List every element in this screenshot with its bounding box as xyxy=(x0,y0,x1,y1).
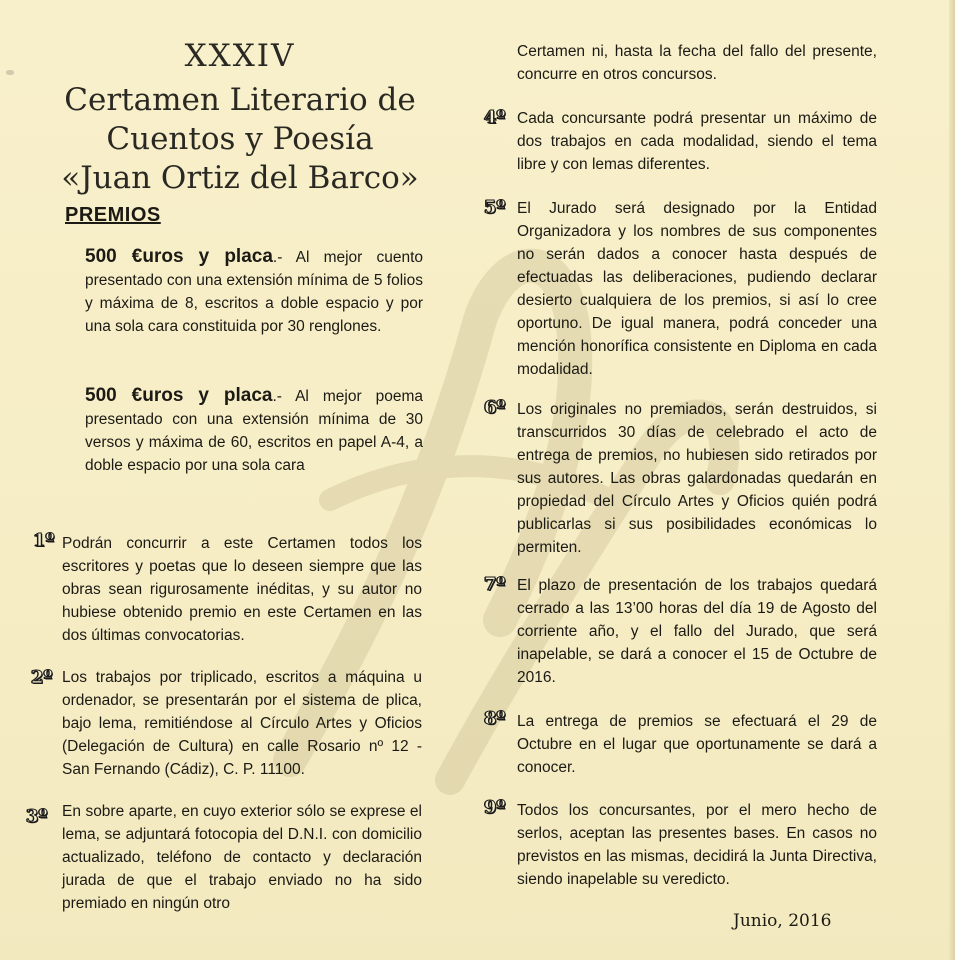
prize-poema-text: .- Al mejor poema presentado con una extensión mínima de 30 versos y máxima de 60, escritos en papel A-4, a doble espacio por una sola cara xyxy=(85,388,423,474)
prize-cuento-amount: 500 €uros y placa xyxy=(85,246,273,267)
rule-6-number: 6º xyxy=(484,397,506,418)
rule-5-text: El Jurado será designado por la Entidad Organizadora y los nombres de sus componentes no serán dados a conocer hasta después de efectuadas las deliberaciones, pudiendo declarar desierto cualquiera de los premios, si así lo cree oportuno. De igual manera, podrá conceder una mención honorífica consistente en Diploma en cada modalidad. xyxy=(517,200,877,378)
prize-poema xyxy=(85,384,423,477)
rule-3-continuation: Certamen ni, hasta la fecha del fallo del presente, concurre en otros concursos. xyxy=(517,43,877,83)
rule-4-text: Cada concursante podrá presentar un máximo de dos trabajos en cada modalidad, siendo el tema libre y con lemas diferentes. xyxy=(517,110,877,173)
rule-8-text: La entrega de premios se efectuará el 29 de Octubre en el lugar que oportunamente se dará a conocer. xyxy=(517,713,877,776)
prize-cuento xyxy=(85,245,423,338)
page-edge xyxy=(949,0,955,960)
premios-heading: PREMIOS xyxy=(65,204,161,226)
rule-5-number: 5º xyxy=(484,197,506,218)
rule-3-text: En sobre aparte, en cuyo exterior sólo se exprese el lema, se adjuntará fotocopia del D.N.I. con domicilio actualizado, teléfono de contacto y declaración jurada de que el trabajo enviado no ha sido premiado en ningún otro xyxy=(62,803,422,912)
rule-1-number: 1º xyxy=(33,530,55,551)
rule-7-text: El plazo de presentación de los trabajos quedará cerrado a las 13’00 horas del día 19 de Agosto del corriente año, y el fallo del Jurado, que será inapelable, se dará a conocer el 15 de Octubre de 2016. xyxy=(517,577,877,686)
title-edition: XXXIV xyxy=(184,38,296,74)
prize-cuento-text: .- Al mejor cuento presentado con una extensión mínima de 5 folios y máxima de 8, escritos a doble espacio y por una sola cara constituida por 30 renglones. xyxy=(85,249,423,335)
rule-9-text: Todos los concursantes, por el mero hecho de serlos, aceptan las presentes bases. En casos no previstos en las mismas, decidirá la Junta Directiva, siendo inapelable su veredicto. xyxy=(517,802,877,888)
rule-8-number: 8º xyxy=(484,708,506,729)
title-line-2: Cuentos y Poesía xyxy=(106,121,374,157)
title-line-1: Certamen Literario de xyxy=(64,82,416,118)
rule-9-number: 9º xyxy=(484,797,506,818)
rule-2-number: 2º xyxy=(31,667,53,688)
rule-4-number: 4º xyxy=(484,107,506,128)
rule-1-text: Podrán concurrir a este Certamen todos los escritores y poetas que lo deseen siempre que las obras sean rigurosamente inéditas, y su autor no hubiese obtenido premio en este Certamen en las dos últimas convocatorias. xyxy=(62,535,422,644)
rule-3-number: 3º xyxy=(26,806,48,827)
title-line-3: «Juan Ortiz del Barco» xyxy=(61,160,419,196)
rule-7-number: 7º xyxy=(484,574,506,595)
document-date: Junio, 2016 xyxy=(733,911,832,931)
paper-speck xyxy=(6,70,14,75)
rule-6-text: Los originales no premiados, serán destruidos, si transcurridos 30 días de celebrado el acto de entrega de premios, no hubiesen sido retirados por sus autores. Las obras galardonadas quedarán en propiedad del Círculo Artes y Oficios quién podrá publicarlas si sus posibilidades económicas lo permiten. xyxy=(517,401,877,556)
rule-2-text: Los trabajos por triplicado, escritos a máquina u ordenador, se presentarán por el sistema de plica, bajo lema, remitiéndose al Círculo Artes y Oficios (Delegación de Cultura) en calle Rosario nº 12 - San Fernando (Cádiz), C. P. 11100. xyxy=(62,669,422,778)
prize-poema-amount: 500 €uros y placa xyxy=(85,385,273,406)
